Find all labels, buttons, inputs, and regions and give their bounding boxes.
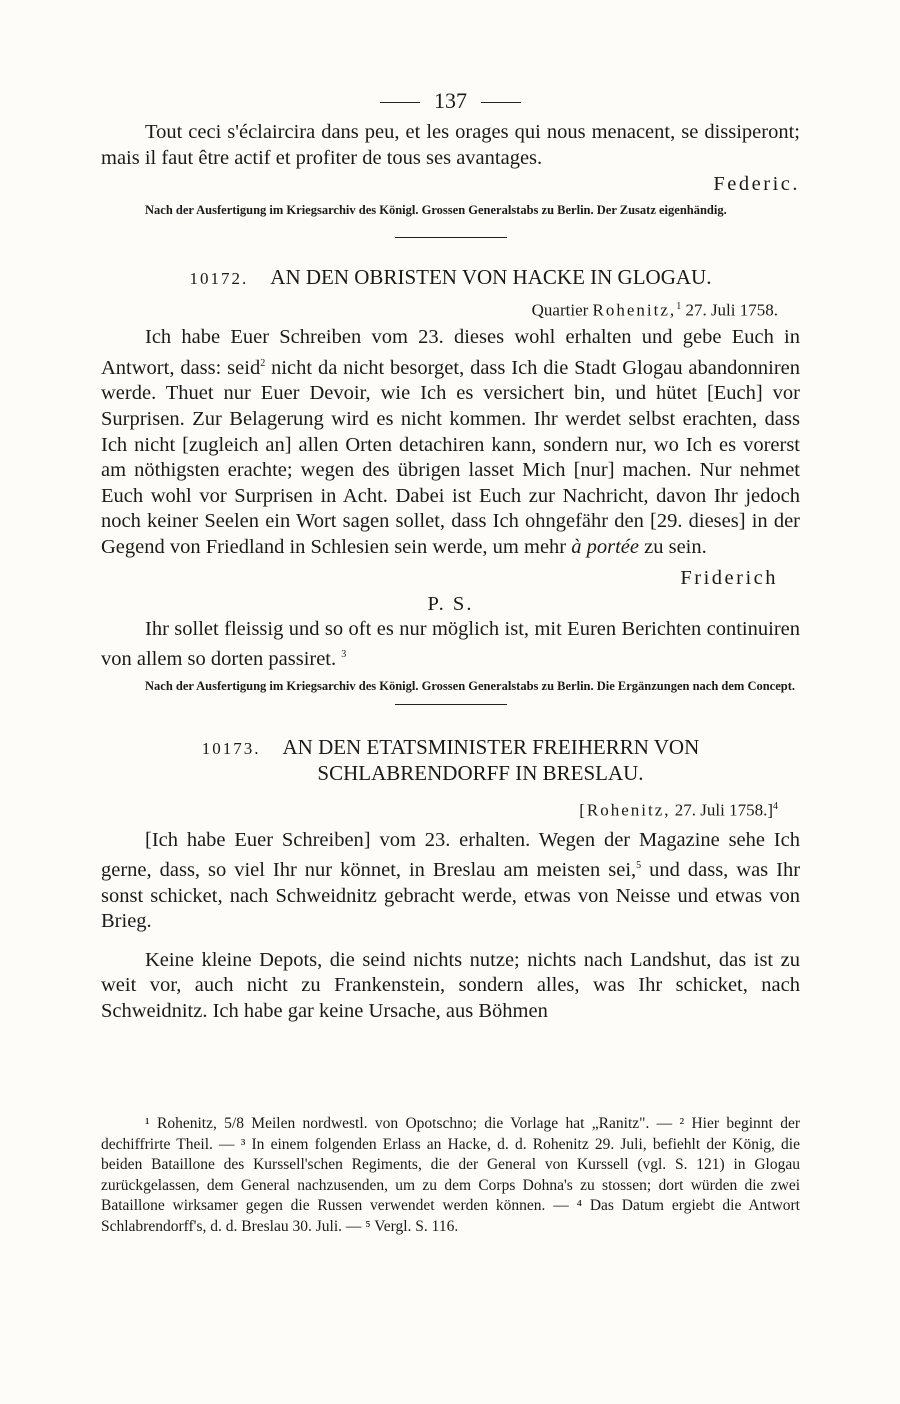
body-text: [Ich habe Euer Schreiben] vom 23. erhalten. Wegen der Magazine sehe Ich gerne, dass, so viel Ihr nur könnet, in Breslau am meisten sei, — [101, 828, 800, 882]
letter-date: 27. Juli 1758. — [685, 300, 778, 320]
footnotes: ¹ Rohenitz, 5/8 Meilen nordwestl. von Opotschno; die Vorlage hat „Ranitz". — ² Hier beginnt der dechiffrirte Theil. — ³ In einem folgenden Erlass an Hacke, d. d. Rohenitz 29. Juli, befiehlt der König, die beiden Bataillone des Kurssell'schen Regiments, die der General von Kurssell (vgl. S. 121) in Glogau zurückgelassen, dem General nachzusenden, um zu dem Corps Dohna's zu stossen; dort würden die zwei Bataillone wirksamer gegen die Russen verwendet werden können. — ⁴ Das Datum ergiebt die Antwort Schlabrendorff's, d. d. Breslau 30. Juli. — ⁵ Vergl. S. 116. — [101, 1115, 800, 1235]
header-dash-left — [380, 102, 420, 103]
source-note: Nach der Ausfertigung im Kriegsarchiv des Königl. Grossen Generalstabs zu Berlin. Die Ergänzungen nach dem Concept. — [145, 678, 796, 693]
source-note: Nach der Ausfertigung im Kriegsarchiv des Königl. Grossen Generalstabs zu Berlin. Der Zusatz eigenhändig. — [145, 203, 727, 218]
place-name: Rohenitz, — [592, 300, 677, 320]
body-text: Ihr sollet fleissig und so oft es nur möglich ist, mit Euren Berichten continuiren von allem so dorten passiret. — [101, 617, 800, 670]
divider — [395, 237, 507, 238]
letter-date: 27. Juli 1758.] — [674, 800, 773, 820]
header-dash-right — [481, 102, 521, 103]
entry-heading — [101, 735, 800, 786]
body-text: und dass, was Ihr sonst schicket, nach Schweidnitz gebracht werde, etwas von Neisse und etwas von Brieg. — [101, 859, 801, 933]
place-prefix: Quartier — [531, 300, 589, 320]
body-text: Ich habe Euer Schreiben vom 23. dieses wohl erhalten und gebe Euch in Antwort, dass: seid — [101, 326, 800, 379]
signature-federic: Federic. — [713, 173, 800, 196]
body-text: nicht da nicht besorget, dass Ich die Stadt Glogau abandonniren werde. Thuet nur Euer Devoir, wie Ich es versichert bin, und hütet [Euch] vor Surprisen. Zur Belagerung wird es nicht kommen. Ihr werdet selbst erachten, dass Ich nicht [zugleich an] allen Orten detachiren kann, sondern nur, wo Ich es vorerst am nöthigsten erachte; wegen des übrigen lasset Mich [nur] machen. Nur nehmet Euch wohl vor Surprisen in Acht. Dabei ist Euch zur Nachricht, davon Ihr jedoch noch keiner Seelen ein Wort sagen sollet, dass Ich ohngefähr den [29. dieses] in der Gegend von Friedland in Schlesien sein werde, um mehr — [101, 356, 801, 558]
place-date — [101, 796, 800, 822]
entry-number: 10173. — [201, 739, 261, 759]
entry-title-line2: SCHLABRENDORFF IN BRESLAU. — [317, 761, 644, 786]
entry-number: 10172. — [189, 268, 249, 288]
entry-title: AN DEN OBRISTEN VON HACKE IN GLOGAU. — [270, 264, 712, 289]
footnote-ref: 2 — [260, 357, 266, 369]
entry-title-line1: AN DEN ETATSMINISTER FREIHERRN VON — [282, 735, 700, 760]
footnote-ref: 1 — [676, 300, 682, 312]
divider — [395, 704, 507, 705]
page-number: 137 — [434, 88, 467, 113]
page — [101, 84, 800, 1025]
postscript-label: P. S. — [427, 592, 474, 615]
place-name: [Rohenitz, — [579, 800, 671, 820]
italic-phrase: à portée — [571, 535, 639, 558]
place-date — [101, 296, 800, 322]
footnote-ref: 4 — [773, 801, 778, 813]
letter-body: Keine kleine Depots, die seind nichts nutze; nichts nach Landshut, das ist zu weit vor, auch nicht zu Frankenstein, sondern alles, was Ihr schicket, nach Schweidnitz. Ich habe gar keine Ursache, aus Böhmen — [101, 948, 800, 1023]
footnote-ref: 5 — [636, 860, 642, 872]
page-header — [101, 84, 800, 118]
letter-body — [101, 325, 800, 560]
postscript-body — [101, 617, 800, 673]
previous-letter-ending: Tout ceci s'éclaircira dans peu, et les orages qui nous menacent, se dissiperont; mais il faut être actif et profiter de tous ses avantages. — [101, 121, 800, 169]
footnote-ref: 3 — [341, 649, 347, 661]
body-text: zu sein. — [644, 535, 707, 558]
letter-body — [101, 828, 800, 935]
signature-friderich: Friderich — [680, 566, 778, 589]
entry-heading — [101, 265, 800, 291]
